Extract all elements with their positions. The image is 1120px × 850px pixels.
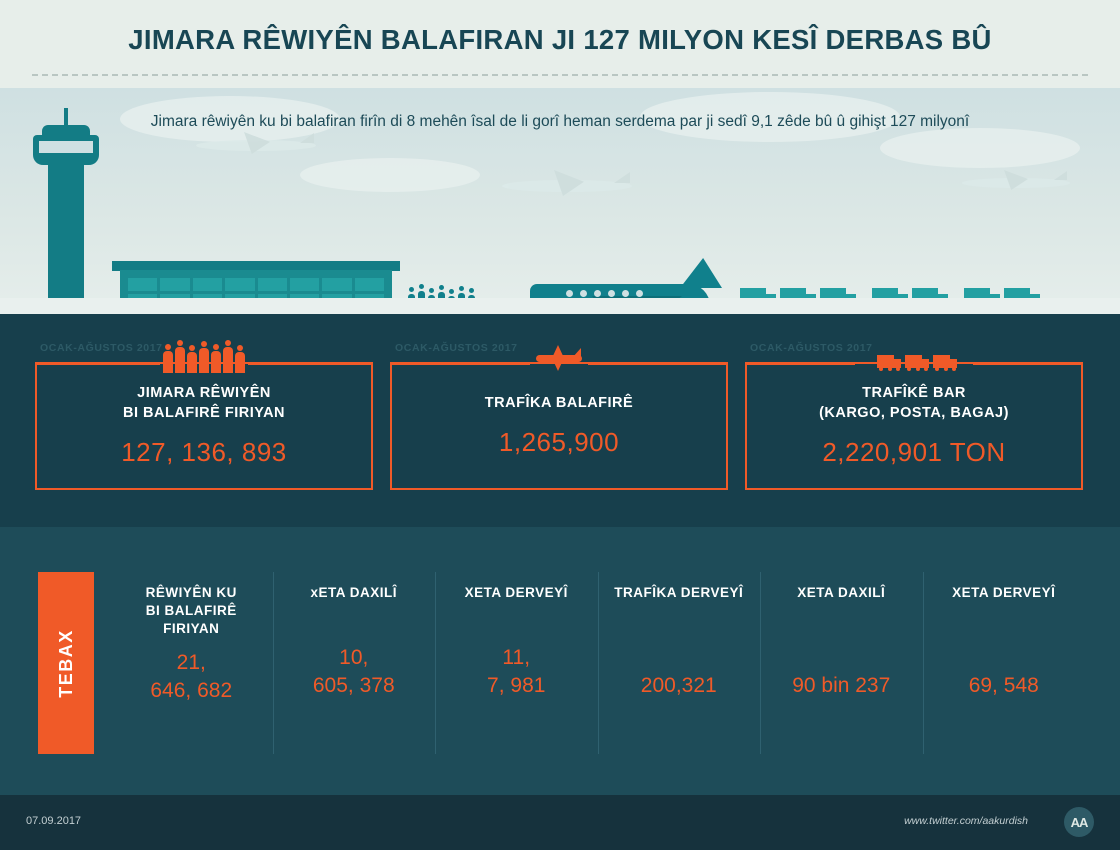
header-divider <box>32 74 1088 76</box>
card-period-label: OCAK-AĞUSTOS 2017 <box>40 342 163 354</box>
stat-label: xETA DAXILÎ <box>310 585 397 600</box>
footer-date: 07.09.2017 <box>26 815 82 827</box>
illustration-scene <box>0 88 1120 314</box>
airplane-small-icon <box>962 170 1070 194</box>
scene-subtitle: Jimara rêwiyên ku bi balafiran firîn di 8 mehên îsal de li gorî heman serdema par ji sedî 9,1 zêde bû û gihişt 127 milyonî <box>150 113 970 130</box>
airplane-small-icon <box>502 170 632 200</box>
header <box>0 0 1120 88</box>
month-group-badge <box>38 572 94 754</box>
summary-cards-band <box>0 314 1120 527</box>
stat-label: RÊWIYÊN KU BI BALAFIRÊ FIRIYAN <box>145 585 237 637</box>
card-label: JIMARA RÊWIYÊN BI BALAFIRÊ FIRIYAN <box>122 384 286 421</box>
card-value: 1,265,900 <box>498 427 620 458</box>
stat-label: TRAFÎKA DERVEYÎ <box>614 585 744 600</box>
card-label: TRAFÎKÊ BAR (KARGO, POSTA, BAGAJ) <box>819 384 1009 421</box>
stat-value: 90 bin 237 <box>792 673 891 697</box>
footer-twitter-link[interactable]: www.twitter.com/aakurdish <box>904 815 1028 827</box>
summary-card-flight-traffic <box>390 342 728 490</box>
logo-text: AA <box>1064 807 1094 837</box>
stat-value: 69, 548 <box>968 673 1039 697</box>
card-label: TRAFÎKA BALAFIRÊ <box>484 394 634 411</box>
summary-card-cargo <box>745 342 1083 490</box>
stat-value: 10, 605, 378 <box>312 646 395 697</box>
stat-cell <box>273 572 436 754</box>
card-period-label: OCAK-AĞUSTOS 2017 <box>750 342 873 354</box>
stat-value: 11, 7, 981 <box>487 646 546 697</box>
stat-cell <box>598 572 761 754</box>
agency-logo <box>1048 807 1094 837</box>
summary-card-passengers <box>35 342 373 490</box>
monthly-stats-band <box>0 527 1120 795</box>
page-title: JIMARA RÊWIYÊN BALAFIRAN JI 127 MILYON KESÎ DERBAS BÛ <box>128 24 992 55</box>
card-period-label: OCAK-AĞUSTOS 2017 <box>395 342 518 354</box>
stat-value: 200,321 <box>640 673 717 697</box>
stat-label: XETA DERVEYÎ <box>464 585 568 600</box>
cloud-icon <box>300 158 480 192</box>
stat-label: XETA DAXILÎ <box>797 585 886 600</box>
stat-cell <box>110 572 273 754</box>
ground-strip <box>0 298 1120 314</box>
card-value: 127, 136, 893 <box>121 437 287 468</box>
airplane-small-icon <box>196 132 316 158</box>
stat-cell <box>435 572 598 754</box>
month-group-label: TEBAX <box>55 628 76 698</box>
stat-cell <box>923 572 1086 754</box>
stat-value: 21, 646, 682 <box>150 651 233 702</box>
stat-label: XETA DERVEYÎ <box>952 585 1056 600</box>
stats-row <box>110 572 1085 754</box>
stat-cell <box>760 572 923 754</box>
footer <box>0 795 1120 850</box>
card-value: 2,220,901 TON <box>822 437 1006 468</box>
